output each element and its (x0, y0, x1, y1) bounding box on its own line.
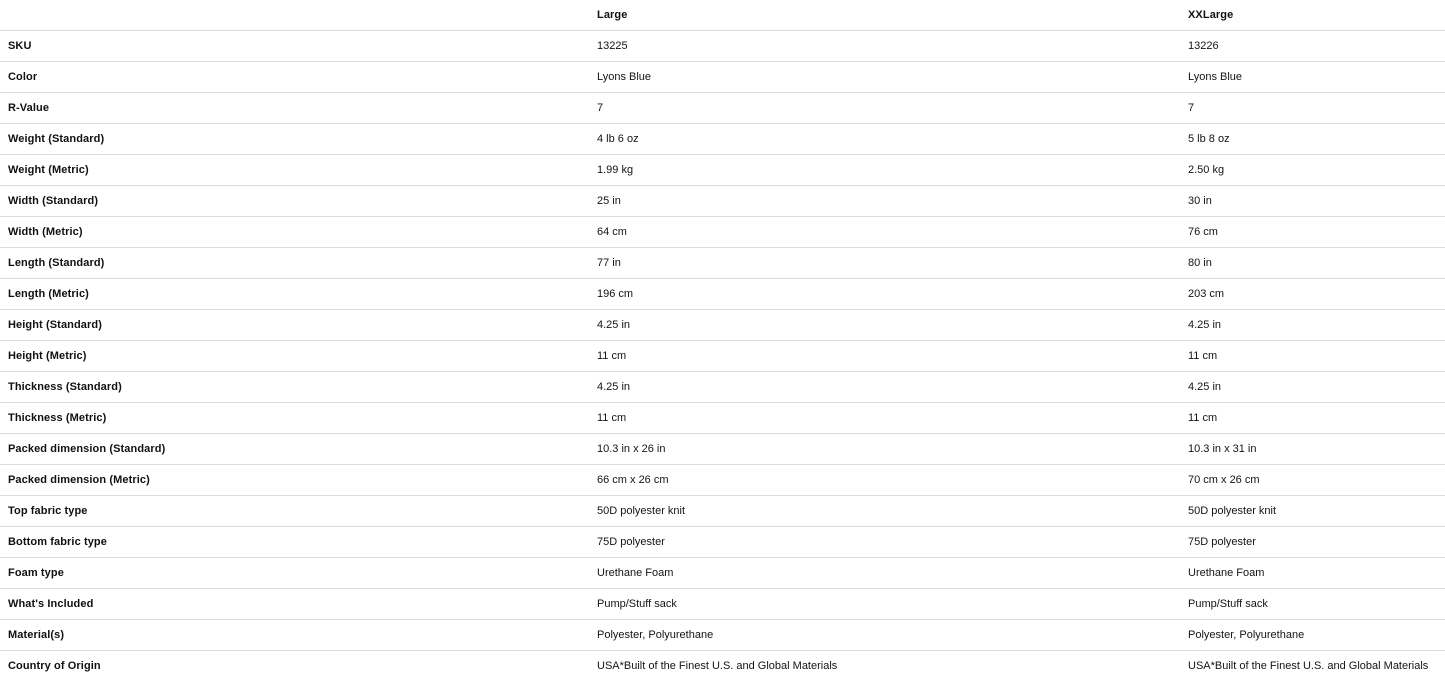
spec-row-r-value (0, 93, 1445, 124)
spec-value-xxlarge: 30 in (1188, 195, 1212, 207)
spec-value-xxlarge: Polyester, Polyurethane (1188, 629, 1305, 641)
spec-label: Country of Origin (8, 661, 101, 672)
spec-row-weight-standard (0, 124, 1445, 155)
spec-row-packed-dimension-standard (0, 434, 1445, 465)
spec-value-large: 13225 (597, 40, 628, 52)
spec-row-width-metric (0, 217, 1445, 248)
spec-value-large: 11 cm (597, 350, 627, 362)
spec-row-bottom-fabric-type (0, 527, 1445, 558)
spec-value-xxlarge: 11 cm (1188, 350, 1218, 362)
spec-row-length-metric (0, 279, 1445, 310)
spec-row-country-of-origin (0, 651, 1445, 682)
spec-value-large: 7 (597, 102, 604, 114)
spec-label: Length (Standard) (8, 257, 105, 269)
spec-value-large: 4.25 in (597, 381, 631, 393)
spec-value-xxlarge: Lyons Blue (1188, 71, 1243, 83)
spec-value-xxlarge: Urethane Foam (1188, 567, 1265, 579)
spec-value-large: 64 cm (597, 226, 627, 238)
spec-label: Foam type (8, 567, 64, 579)
spec-value-xxlarge: USA*Built of the Finest U.S. and Global Materials (1188, 661, 1429, 672)
spec-value-large: 11 cm (597, 412, 627, 424)
spec-value-xxlarge: 80 in (1188, 257, 1212, 269)
spec-label: Length (Metric) (8, 288, 89, 300)
spec-value-large: USA*Built of the Finest U.S. and Global Materials (597, 661, 838, 672)
spec-value-large: 196 cm (597, 288, 634, 300)
spec-value-large: 4 lb 6 oz (597, 133, 639, 145)
spec-label: Height (Metric) (8, 350, 87, 362)
spec-row-sku (0, 31, 1445, 62)
spec-row-width-standard (0, 186, 1445, 217)
spec-row-materials (0, 620, 1445, 651)
spec-value-large: 25 in (597, 195, 621, 207)
spec-row-height-metric (0, 341, 1445, 372)
spec-row-length-standard (0, 248, 1445, 279)
spec-row-weight-metric (0, 155, 1445, 186)
spec-value-xxlarge: 76 cm (1188, 226, 1218, 238)
spec-value-large: 50D polyester knit (597, 505, 686, 517)
spec-value-xxlarge: 7 (1188, 102, 1195, 114)
spec-value-large: 66 cm x 26 cm (597, 474, 669, 486)
spec-row-height-standard (0, 310, 1445, 341)
spec-value-xxlarge: Pump/Stuff sack (1188, 598, 1268, 610)
spec-value-xxlarge: 70 cm x 26 cm (1188, 474, 1260, 486)
spec-value-xxlarge: 50D polyester knit (1188, 505, 1277, 517)
spec-label: Width (Standard) (8, 195, 99, 207)
spec-label: R-Value (8, 102, 50, 114)
spec-label: Weight (Standard) (8, 133, 105, 145)
spec-row-thickness-metric (0, 403, 1445, 434)
spec-value-xxlarge: 203 cm (1188, 288, 1225, 300)
spec-label: SKU (8, 40, 32, 52)
spec-value-xxlarge: 5 lb 8 oz (1188, 133, 1230, 145)
spec-label: Top fabric type (8, 505, 88, 517)
spec-row-whats-included (0, 589, 1445, 620)
spec-value-large: 10.3 in x 26 in (597, 443, 666, 455)
spec-value-large: 1.99 kg (597, 164, 634, 176)
spec-label: Height (Standard) (8, 319, 102, 331)
spec-label: Packed dimension (Standard) (8, 443, 166, 455)
spec-value-large: 77 in (597, 257, 621, 269)
column-header-large: Large (597, 9, 628, 21)
spec-row-packed-dimension-metric (0, 465, 1445, 496)
spec-row-thickness-standard (0, 372, 1445, 403)
spec-row-top-fabric-type (0, 496, 1445, 527)
spec-value-xxlarge: 2.50 kg (1188, 164, 1225, 176)
spec-value-large: Lyons Blue (597, 71, 652, 83)
spec-row-foam-type (0, 558, 1445, 589)
spec-label: Weight (Metric) (8, 164, 89, 176)
spec-label: Packed dimension (Metric) (8, 474, 150, 486)
spec-label: What's Included (8, 598, 94, 610)
spec-label: Bottom fabric type (8, 536, 107, 548)
spec-value-large: Polyester, Polyurethane (597, 629, 714, 641)
spec-label: Material(s) (8, 629, 65, 641)
spec-label: Thickness (Standard) (8, 381, 122, 393)
spec-row-color (0, 62, 1445, 93)
spec-label: Width (Metric) (8, 226, 83, 238)
spec-value-xxlarge: 10.3 in x 31 in (1188, 443, 1257, 455)
spec-value-large: 4.25 in (597, 319, 631, 331)
table-header-row (0, 0, 1445, 31)
spec-value-xxlarge: 13226 (1188, 40, 1219, 52)
spec-value-large: Urethane Foam (597, 567, 674, 579)
spec-value-xxlarge: 4.25 in (1188, 319, 1222, 331)
spec-label: Thickness (Metric) (8, 412, 107, 424)
column-header-xxlarge: XXLarge (1188, 9, 1234, 21)
spec-value-large: 75D polyester (597, 536, 665, 548)
spec-value-xxlarge: 11 cm (1188, 412, 1218, 424)
spec-value-xxlarge: 75D polyester (1188, 536, 1256, 548)
spec-label: Color (8, 71, 38, 83)
spec-value-large: Pump/Stuff sack (597, 598, 677, 610)
spec-value-xxlarge: 4.25 in (1188, 381, 1222, 393)
